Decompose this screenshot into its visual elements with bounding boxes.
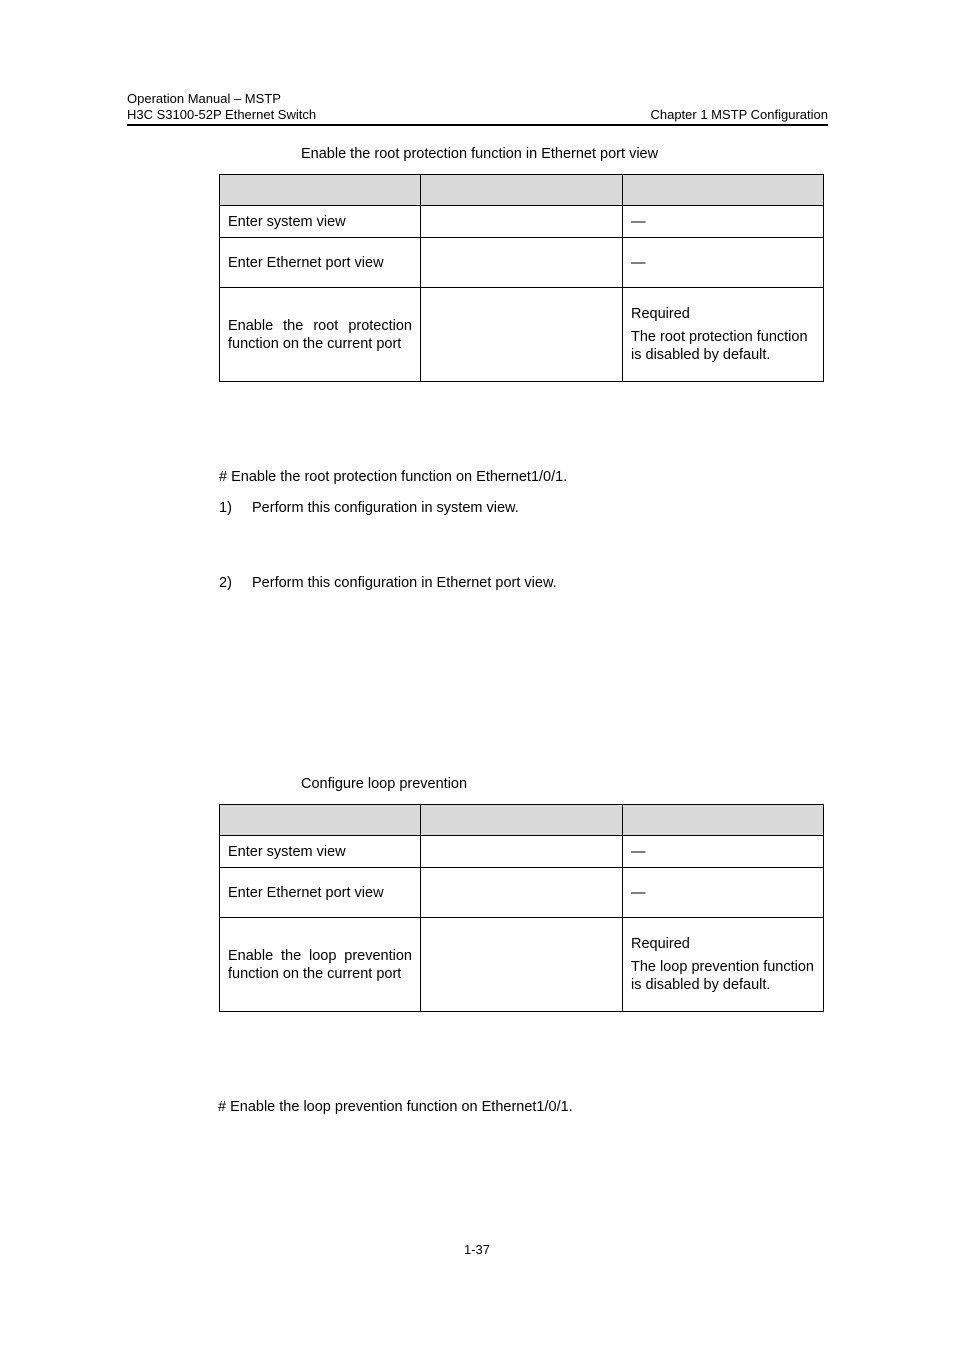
header-rule: [127, 124, 828, 126]
page-number: 1-37: [463, 1242, 491, 1257]
table1-row2-operation: Enter Ethernet port view: [220, 238, 421, 288]
example2-intro: # Enable the loop prevention function on Ethernet1/0/1.: [218, 1099, 573, 1115]
table2-row2-remarks: —: [623, 868, 824, 918]
header-manual-title: Operation Manual – MSTP: [127, 91, 281, 106]
table2-row1-remarks: —: [623, 836, 824, 868]
table1-row3-remarks-required: Required: [631, 306, 690, 322]
table1-header-row: [220, 175, 824, 206]
table2-row3-operation: Enable the loop prevention function on the current port: [220, 918, 421, 1012]
table2-caption: Configure loop prevention: [301, 776, 468, 792]
table1-row1-operation: Enter system view: [220, 206, 421, 238]
table1-row3-operation: Enable the root protection function on the current port: [220, 288, 421, 382]
table-row: [220, 238, 824, 288]
table-row: [220, 868, 824, 918]
table1-header-operation: [220, 175, 421, 206]
example1-step1-text: Perform this configuration in system view.: [252, 500, 519, 516]
table2-row3-remarks-note: The loop prevention function is disabled by default.: [631, 959, 814, 993]
table1: [219, 174, 824, 382]
table-row: [220, 836, 824, 868]
table2-header-remarks: [623, 805, 824, 836]
example1-step2-number: 2): [219, 575, 232, 591]
table1-caption: Enable the root protection function in Ethernet port view: [301, 146, 659, 162]
example1-step2-text: Perform this configuration in Ethernet port view.: [252, 575, 557, 591]
table2-row3-remarks-required: Required: [631, 936, 690, 952]
table1-row1-remarks: —: [623, 206, 824, 238]
table2-row3-command: [421, 918, 623, 1012]
header-product-name: H3C S3100-52P Ethernet Switch: [127, 107, 317, 122]
table2-row2-operation: Enter Ethernet port view: [220, 868, 421, 918]
table1-row3-remarks-note: The root protection function is disabled by default.: [631, 329, 808, 363]
table-row: [220, 918, 824, 1012]
example1-intro: # Enable the root protection function on Ethernet1/0/1.: [219, 469, 568, 485]
table-row: [220, 288, 824, 382]
table1-row1-command: [421, 206, 623, 238]
table1-row3-command: [421, 288, 623, 382]
table2-row2-command: [421, 868, 623, 918]
header-chapter: Chapter 1 MSTP Configuration: [650, 107, 828, 122]
table2-row1-operation: Enter system view: [220, 836, 421, 868]
table2-row1-command: [421, 836, 623, 868]
table1-header-remarks: [623, 175, 824, 206]
table2-header-operation: [220, 805, 421, 836]
table2-row3-remarks: [623, 918, 824, 1012]
table2-header-command: [421, 805, 623, 836]
table2-header-row: [220, 805, 824, 836]
table-row: [220, 206, 824, 238]
table2: [219, 804, 824, 1012]
table1-row2-command: [421, 238, 623, 288]
example1-step1-number: 1): [219, 500, 232, 516]
table1-row3-remarks: [623, 288, 824, 382]
table1-row2-remarks: —: [623, 238, 824, 288]
table1-header-command: [421, 175, 623, 206]
